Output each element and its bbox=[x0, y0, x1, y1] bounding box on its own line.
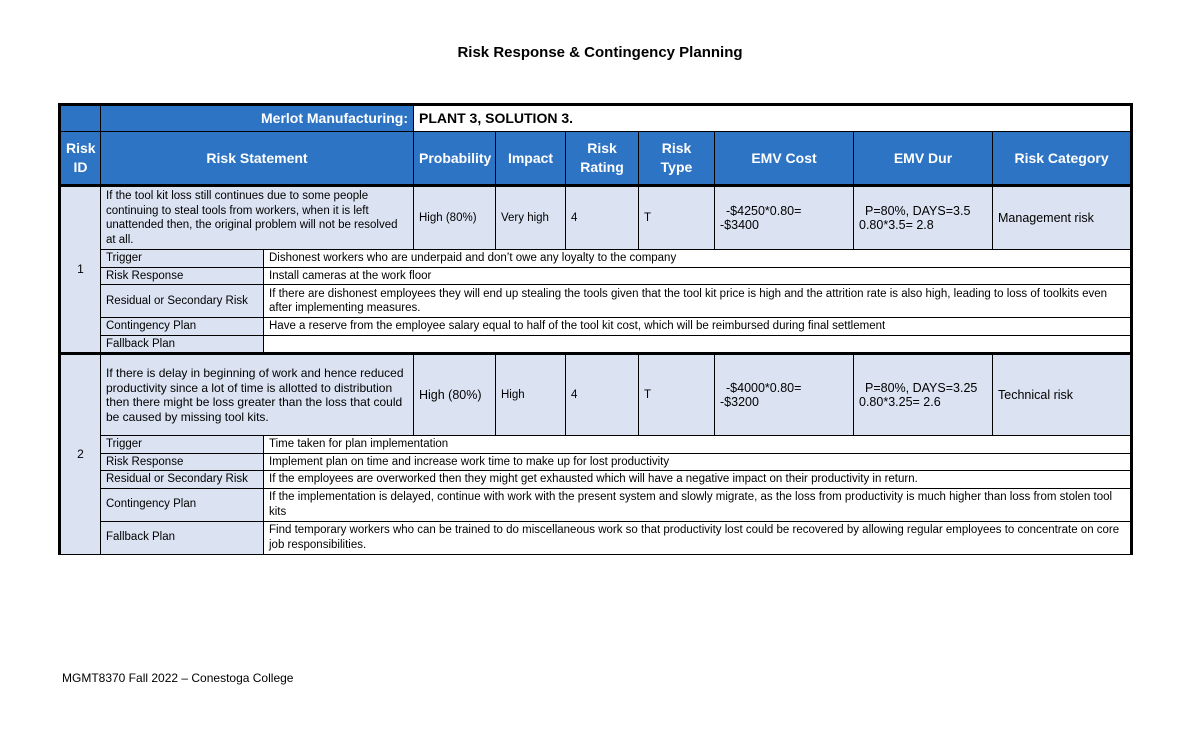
contingency-label-1: Contingency Plan bbox=[101, 318, 264, 336]
contingency-value-1: Have a reserve from the employee salary equal to half of the tool kit cost, which will be reimbursed during final settlement bbox=[264, 318, 1132, 336]
risk-statement-2: If there is delay in beginning of work and hence reduced productivity since a lot of time is allotted to distribution then there might be loss greater than the loss that could be caused by missing tool kits. bbox=[101, 354, 414, 436]
emv-cost-1-line2: -$3400 bbox=[720, 218, 759, 232]
trigger-label-2: Trigger bbox=[101, 436, 264, 454]
emv-dur-1 bbox=[854, 186, 993, 250]
contingency-row-2 bbox=[60, 488, 1132, 521]
response-label-2: Risk Response bbox=[101, 453, 264, 471]
response-row-1 bbox=[60, 267, 1132, 285]
trigger-row-1 bbox=[60, 250, 1132, 268]
trigger-row-2 bbox=[60, 436, 1132, 454]
header-emv-cost: EMV Cost bbox=[715, 132, 854, 186]
fallback-row-1 bbox=[60, 335, 1132, 354]
response-row-2 bbox=[60, 453, 1132, 471]
response-label-1: Risk Response bbox=[101, 267, 264, 285]
risk-row-1 bbox=[60, 186, 1132, 250]
risk-category-2: Technical risk bbox=[993, 354, 1132, 436]
header-risk-category: Risk Category bbox=[993, 132, 1132, 186]
trigger-value-2: Time taken for plan implementation bbox=[264, 436, 1132, 454]
risk-type-2: T bbox=[639, 354, 715, 436]
emv-cost-2 bbox=[715, 354, 854, 436]
trigger-label-1: Trigger bbox=[101, 250, 264, 268]
trigger-value-1: Dishonest workers who are underpaid and don’t owe any loyalty to the company bbox=[264, 250, 1132, 268]
risk-rating-1: 4 bbox=[566, 186, 639, 250]
fallback-row-2 bbox=[60, 521, 1132, 554]
header-risk-id: Risk ID bbox=[60, 132, 101, 186]
contingency-label-2: Contingency Plan bbox=[101, 488, 264, 521]
residual-label-2: Residual or Secondary Risk bbox=[101, 471, 264, 489]
plant-label: PLANT 3, SOLUTION 3. bbox=[414, 105, 1132, 132]
table-title-row bbox=[60, 105, 1132, 132]
risk-category-1: Management risk bbox=[993, 186, 1132, 250]
response-value-2: Implement plan on time and increase work time to make up for lost productivity bbox=[264, 453, 1132, 471]
risk-id-1: 1 bbox=[60, 186, 101, 354]
page-title: Risk Response & Contingency Planning bbox=[457, 44, 743, 61]
header-risk-statement: Risk Statement bbox=[101, 132, 414, 186]
header-emv-dur: EMV Dur bbox=[854, 132, 993, 186]
emv-dur-2-line1: P=80%, DAYS=3.25 bbox=[865, 380, 978, 395]
company-label: Merlot Manufacturing: bbox=[101, 105, 414, 132]
emv-dur-1-line2: 0.80*3.5= 2.8 bbox=[859, 218, 934, 232]
header-risk-type: Risk Type bbox=[639, 132, 715, 186]
contingency-row-1 bbox=[60, 318, 1132, 336]
page-footer: MGMT8370 Fall 2022 – Conestoga College bbox=[62, 671, 294, 685]
emv-cost-2-line1: -$4000*0.80= bbox=[726, 380, 802, 395]
emv-dur-2-line2: 0.80*3.25= 2.6 bbox=[859, 395, 941, 409]
risk-id-2: 2 bbox=[60, 354, 101, 555]
header-risk-rating: Risk Rating bbox=[566, 132, 639, 186]
risk-table bbox=[58, 103, 1133, 555]
impact-2: High bbox=[496, 354, 566, 436]
probability-1: High (80%) bbox=[414, 186, 496, 250]
risk-statement-1: If the tool kit loss still continues due to some people continuing to steal tools from workers, when it is left unattended then, the original problem will not be resolved at all. bbox=[101, 186, 414, 250]
probability-2: High (80%) bbox=[414, 354, 496, 436]
risk-type-1: T bbox=[639, 186, 715, 250]
fallback-label-1: Fallback Plan bbox=[101, 335, 264, 354]
residual-row-2 bbox=[60, 471, 1132, 489]
risk-row-2 bbox=[60, 354, 1132, 436]
impact-1: Very high bbox=[496, 186, 566, 250]
fallback-value-1 bbox=[264, 335, 1132, 354]
header-impact: Impact bbox=[496, 132, 566, 186]
risk-rating-2: 4 bbox=[566, 354, 639, 436]
residual-value-2: If the employees are overworked then they might get exhausted which will have a negative impact on their productivity in return. bbox=[264, 471, 1132, 489]
fallback-value-2: Find temporary workers who can be trained to do miscellaneous work so that productivity lost could be recovered by allowing regular employees to concentrate on core job responsibilities. bbox=[264, 521, 1132, 554]
emv-dur-2 bbox=[854, 354, 993, 436]
emv-cost-2-line2: -$3200 bbox=[720, 395, 759, 409]
emv-cost-1 bbox=[715, 186, 854, 250]
residual-value-1: If there are dishonest employees they will end up stealing the tools given that the tool kit price is high and the attrition rate is also high, leading to loss of toolkits even after implementing measures. bbox=[264, 285, 1132, 318]
residual-row-1 bbox=[60, 285, 1132, 318]
header-row bbox=[60, 132, 1132, 186]
header-probability: Probability bbox=[414, 132, 496, 186]
response-value-1: Install cameras at the work floor bbox=[264, 267, 1132, 285]
emv-cost-1-line1: -$4250*0.80= bbox=[726, 203, 802, 218]
emv-dur-1-line1: P=80%, DAYS=3.5 bbox=[865, 203, 971, 218]
residual-label-1: Residual or Secondary Risk bbox=[101, 285, 264, 318]
contingency-value-2: If the implementation is delayed, continue with work with the present system and slowly migrate, as the loss from productivity is much higher than loss from stolen tool kits bbox=[264, 488, 1132, 521]
fallback-label-2: Fallback Plan bbox=[101, 521, 264, 554]
title-blank-cell bbox=[60, 105, 101, 132]
